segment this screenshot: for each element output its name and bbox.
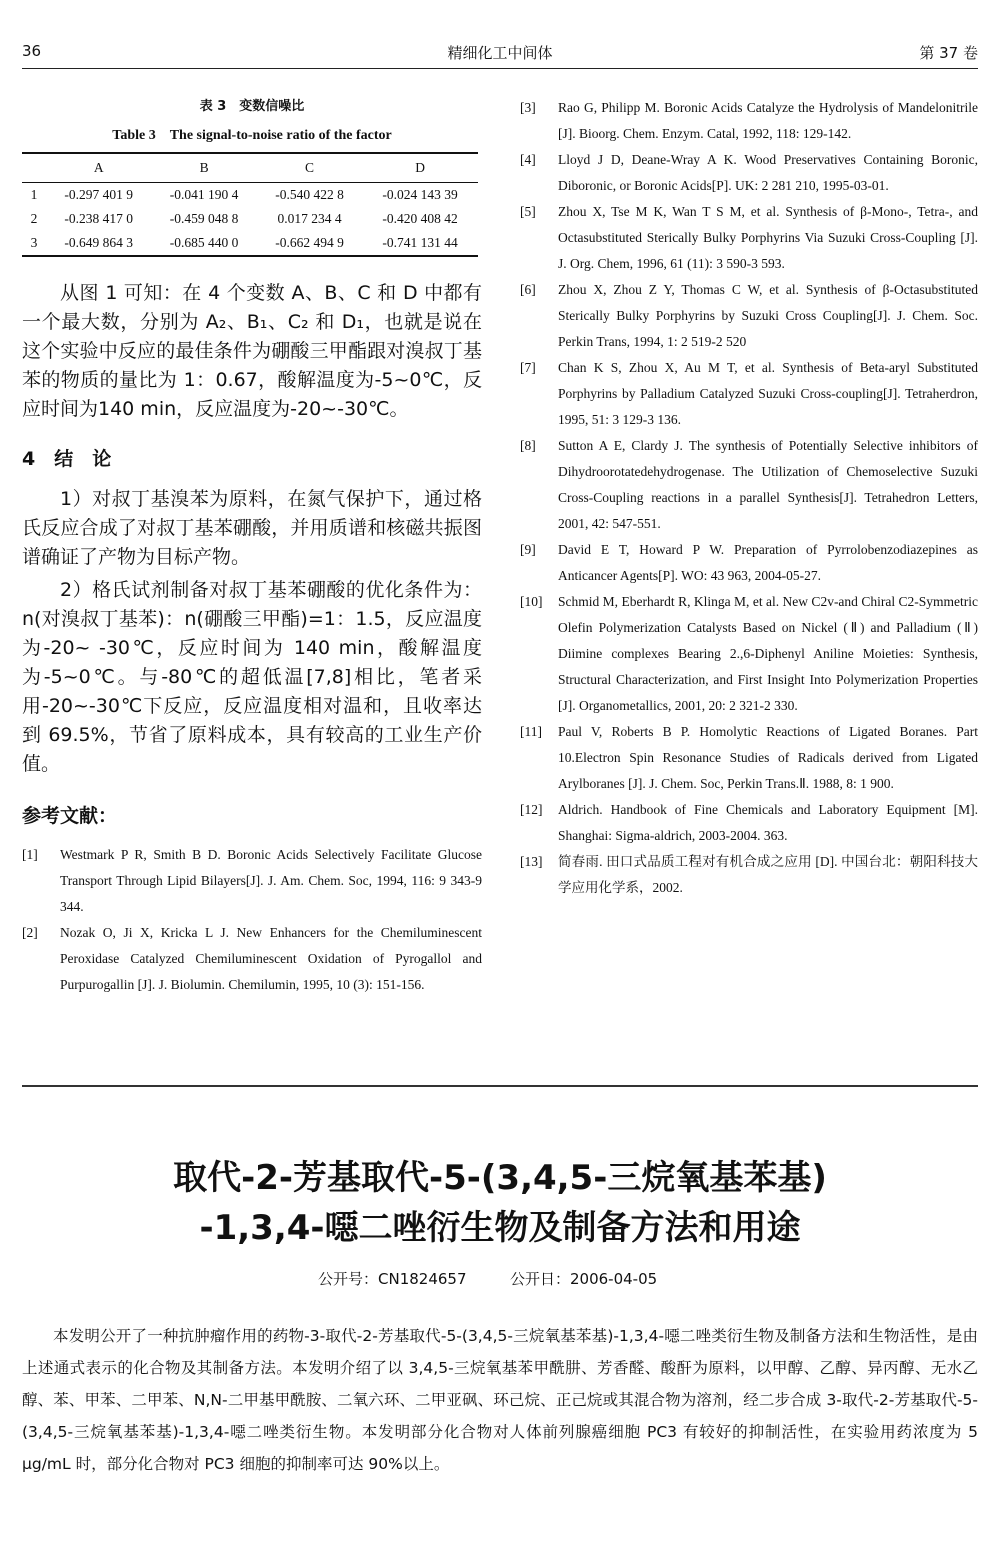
reference-text: Lloyd J D, Deane-Wray A K. Wood Preservatives Containing Boronic, Diboronic, or Boronic Acids[P]. UK: 2 281 210, 1995-03-01. [558, 152, 978, 193]
right-column [520, 95, 978, 901]
reference-item [520, 199, 978, 277]
reference-item [22, 842, 482, 920]
table-row [22, 207, 478, 231]
reference-number: [1] [22, 847, 38, 862]
table-caption-cn: 表 3 变数信噪比 [199, 99, 305, 114]
reference-text: David E T, Howard P W. Preparation of Pyrrolobenzodiazepines as Anticancer Agents[P]. WO: 43 963, 2004-05-27. [558, 542, 978, 583]
reference-number: [6] [520, 282, 536, 297]
reference-item [520, 147, 978, 199]
table-col-header: D [362, 153, 478, 183]
table-cell: -0.238 417 0 [64, 211, 134, 226]
reference-number: [3] [520, 100, 536, 115]
patent-abstract: 本发明公开了一种抗肿瘤作用的药物-3-取代-2-芳基取代-5-(3,4,5-三烷氧基苯基)-1,3,4-噁二唑类衍生物及制备方法和生物活性，是由上述通式表示的化合物及其制备方法。本发明介绍了以 3,4,5-三烷氧基苯甲酰肼、芳香醛、酸酐为原料，以甲醇、乙醇、异丙醇、无水乙醇、苯、甲苯、二甲苯、N,N-二甲基甲酰胺、二氧六环、二甲亚砜、环己烷、正己烷或其混合物为溶剂，经二步合成 3-取代-2-芳基取代-5-(3,4,5-三烷氧基苯基)-1,3,4-噁二唑类衍生物。本发明部分化合物对人体前列腺癌细胞 PC3 有较好的抑制活性，在实验用药浓度为 5 μg/mL 时，部分化合物对 PC3 细胞的抑制率可达 90%以上。 [22, 1327, 978, 1473]
table-caption-en: Table 3 The signal-to-noise ratio of the factor [112, 128, 392, 143]
reference-item [520, 589, 978, 719]
conclusion-paragraph-1: 1）对叔丁基溴苯为原料，在氮气保护下，通过格氏反应合成了对叔丁基苯硼酸，并用质谱和核磁共振图谱确证了产物为目标产物。 [22, 488, 482, 568]
reference-number: [8] [520, 438, 536, 453]
table-row [22, 231, 478, 256]
reference-text: Rao G, Philipp M. Boronic Acids Catalyze the Hydrolysis of Mandelonitrile [J]. Bioorg. Chem. Enzym. Catal, 1992, 118: 129-142. [558, 100, 978, 141]
reference-list-right [520, 95, 978, 901]
reference-item [520, 797, 978, 849]
reference-number: [12] [520, 802, 543, 817]
reference-text: Zhou X, Zhou Z Y, Thomas C W, et al. Synthesis of β-Octasubstituted Sterically Bulky Porphyrins by Suzuki Cross Coupling[J]. J. Chem. Soc. Perkin Trans, 1994, 1: 2 519-2 520 [558, 282, 978, 349]
publication-date: 公开日：2006-04-05 [510, 1270, 658, 1288]
table-cell: 1 [30, 187, 38, 202]
reference-list-left [22, 842, 482, 998]
reference-text: Westmark P R, Smith B D. Boronic Acids Selectively Facilitate Glucose Transport Through Lipid Bilayers[J]. J. Am. Chem. Soc, 1994, 116: 9 343-9 344. [60, 847, 482, 914]
reference-item [520, 355, 978, 433]
reference-number: [11] [520, 724, 542, 739]
reference-number: [4] [520, 152, 536, 167]
table-cell: -0.041 190 4 [169, 187, 239, 202]
reference-item [520, 537, 978, 589]
article-title-line-2: -1,3,4-噁二唑衍生物及制备方法和用途 [199, 1208, 801, 1248]
table-col-header [22, 153, 46, 183]
reference-text: Aldrich. Handbook of Fine Chemicals and Laboratory Equipment [M]. Shanghai: Sigma-aldrich, 2003-2004. 363. [558, 802, 978, 843]
references-heading: 参考文献： [22, 805, 118, 827]
volume-label: 第 37 卷 [919, 44, 978, 62]
table-row [22, 183, 478, 208]
publication-number: 公开号：CN1824657 [318, 1270, 467, 1288]
table-cell: -0.662 494 9 [257, 231, 362, 256]
reference-number: [10] [520, 594, 543, 609]
table-cell: -0.024 143 39 [382, 187, 458, 202]
reference-text: Nozak O, Ji X, Kricka L J. New Enhancers for the Chemiluminescent Peroxidase Catalyzed Chemiluminescent Oxidation of Pyrogallol and Purpurogallin [J]. J. Biolumin. Chemilumin, 1995, 10 (3): 151-156. [60, 925, 482, 992]
signal-noise-table [22, 152, 478, 257]
reference-text: Sutton A E, Clardy J. The synthesis of Potentially Selective inhibitors of Dihydroorotatedehydrogenase. The Utilization of Chemoselective Suzuki Cross-Coupling reactions in a parallel Synthesis[J]. Tetrahedron Letters, 2001, 42: 547-551. [558, 438, 978, 531]
table-cell: 0.017 234 4 [277, 211, 342, 226]
conclusion-paragraph-2: 2）格氏试剂制备对叔丁基苯硼酸的优化条件为：n(对溴叔丁基苯)：n(硼酸三甲酯)=1：1.5，反应温度为-20~ -30℃，反应时间为 140 min，酸解温度为-5~0℃。与-80℃的超低温[7,8]相比，笔者采用-20~-30℃下反应，反应温度相对温和，且收率达到 69.5%，节省了原料成本，具有较高的工业生产价值。 [22, 579, 482, 775]
table-cell: -0.459 048 8 [169, 211, 239, 226]
reference-item [520, 849, 978, 901]
table-cell: 3 [22, 231, 46, 256]
reference-item [520, 433, 978, 537]
section-divider [22, 1085, 978, 1087]
table-cell: -0.420 408 42 [382, 211, 458, 226]
table-cell: 2 [30, 211, 38, 226]
reference-item [520, 277, 978, 355]
reference-item [520, 95, 978, 147]
reference-number: [5] [520, 204, 536, 219]
table-cell: -0.297 401 9 [64, 187, 134, 202]
table-cell: -0.741 131 44 [362, 231, 478, 256]
reference-number: [2] [22, 925, 38, 940]
results-paragraph: 从图 1 可知：在 4 个变数 A、B、C 和 D 中都有一个最大数，分别为 A₂、B₁、C₂ 和 D₁，也就是说在这个实验中反应的最佳条件为硼酸三甲酯跟对溴叔丁基苯的物质的量比为 1：0.67，酸解温度为-5~0℃，反应时间为140 min，反应温度为-20~-30℃。 [22, 282, 482, 420]
table-col-header: A [46, 153, 151, 183]
reference-number: [9] [520, 542, 536, 557]
journal-name: 精细化工中间体 [447, 44, 553, 62]
table-col-header: B [151, 153, 256, 183]
reference-number: [7] [520, 360, 536, 375]
article-title-line-1: 取代-2-芳基取代-5-(3,4,5-三烷氧基苯基) [173, 1158, 827, 1198]
left-column [22, 95, 482, 998]
page-number: 36 [22, 42, 42, 60]
table-cell: -0.685 440 0 [151, 231, 256, 256]
section-heading-conclusion: 4 结 论 [22, 448, 112, 470]
reference-text: Chan K S, Zhou X, Au M T, et al. Synthesis of Beta-aryl Substituted Porphyrins by Palladium Catalyzed Suzuki Cross-coupling[J]. Tetraherdron, 1995, 51: 3 129-3 136. [558, 360, 978, 427]
reference-number: [13] [520, 854, 543, 869]
header-rule [22, 68, 978, 69]
reference-item [22, 920, 482, 998]
table-cell: -0.540 422 8 [275, 187, 344, 202]
table-col-header: C [257, 153, 362, 183]
reference-text: Zhou X, Tse M K, Wan T S M, et al. Synthesis of β-Mono-, Tetra-, and Octasubstituted Sterically Bulky Porphyrins Via Suzuki Cross-Coupling [J]. J. Org. Chem, 1996, 61 (11): 3 590-3 593. [558, 204, 978, 271]
table-header-row [22, 153, 478, 183]
reference-text: Paul V, Roberts B P. Homolytic Reactions of Ligated Boranes. Part 10.Electron Spin Resonance Studies of Radicals derived from Ligated Arylboranes [J]. J. Chem. Soc, Perkin Trans.Ⅱ. 1988, 8: 1 900. [558, 724, 978, 791]
reference-text: Schmid M, Eberhardt R, Klinga M, et al. New C2v-and Chiral C2-Symmetric Olefin Polymerization Catalysts Based on Nickel (Ⅱ) and Palladium (Ⅱ) Diimine complexes Bearing 2.,6-Diphenyl Aniline Moieties: Synthesis, Structural Characterization, and First Insight Into Polymerization Properties [J]. Organometallics, 2001, 20: 2 321-2 330. [558, 594, 978, 713]
reference-text: 简春雨. 田口式品质工程对有机合成之应用 [D]. 中国台北：朝阳科技大学应用化学系，2002. [558, 854, 978, 895]
table-cell: -0.649 864 3 [46, 231, 151, 256]
reference-item [520, 719, 978, 797]
